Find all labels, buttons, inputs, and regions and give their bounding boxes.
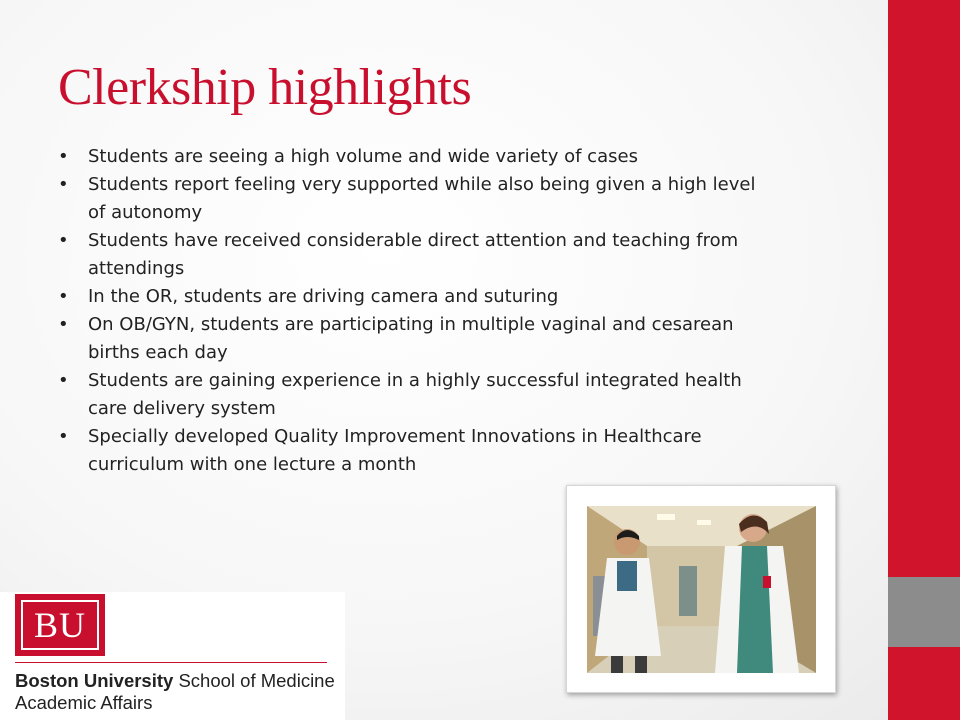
logo-department: Academic Affairs bbox=[15, 692, 153, 713]
bullet-marker: • bbox=[58, 286, 69, 307]
bullet-marker: • bbox=[58, 370, 69, 391]
bullet-item bbox=[58, 143, 758, 171]
hospital-hallway-photo bbox=[587, 506, 816, 673]
bullet-item bbox=[58, 423, 758, 479]
bullet-marker: • bbox=[58, 314, 69, 335]
bullet-text: On OB/GYN, students are participating in multiple vaginal and cesarean births each day bbox=[88, 314, 734, 363]
logo-org-name bbox=[15, 670, 335, 692]
bullet-text: Students report feeling very supported while also being given a high level of autonomy bbox=[88, 174, 756, 223]
bullet-item bbox=[58, 171, 758, 227]
bullet-item bbox=[58, 227, 758, 283]
bullet-text: In the OR, students are driving camera and suturing bbox=[88, 286, 559, 307]
bullet-text: Students have received considerable direct attention and teaching from attendings bbox=[88, 230, 739, 279]
slide-title: Clerkship highlights bbox=[58, 59, 472, 116]
photo-illustration bbox=[587, 506, 816, 673]
bullet-item bbox=[58, 283, 758, 311]
bu-logo-mark bbox=[15, 594, 105, 656]
photo-frame bbox=[566, 485, 836, 693]
bullet-text: Students are gaining experience in a highly successful integrated health care delivery system bbox=[88, 370, 742, 419]
logo-university: Boston University bbox=[15, 670, 174, 691]
bullet-item bbox=[58, 367, 758, 423]
bullet-marker: • bbox=[58, 146, 69, 167]
bu-logo-mark-text: BU bbox=[21, 600, 99, 650]
right-accent-band-gray bbox=[888, 577, 960, 647]
bullet-list bbox=[58, 143, 758, 479]
bullet-marker: • bbox=[58, 230, 69, 251]
bullet-marker: • bbox=[58, 174, 69, 195]
right-accent-band-top bbox=[888, 0, 960, 577]
bullet-marker: • bbox=[58, 426, 69, 447]
bu-logo-block bbox=[0, 592, 345, 720]
logo-divider bbox=[15, 662, 327, 663]
bullet-text: Specially developed Quality Improvement Innovations in Healthcare curriculum with one lecture a month bbox=[88, 426, 702, 475]
right-accent-band-bottom bbox=[888, 647, 960, 720]
bullet-item bbox=[58, 311, 758, 367]
bullet-text: Students are seeing a high volume and wide variety of cases bbox=[88, 146, 638, 167]
logo-school: School of Medicine bbox=[173, 670, 335, 691]
